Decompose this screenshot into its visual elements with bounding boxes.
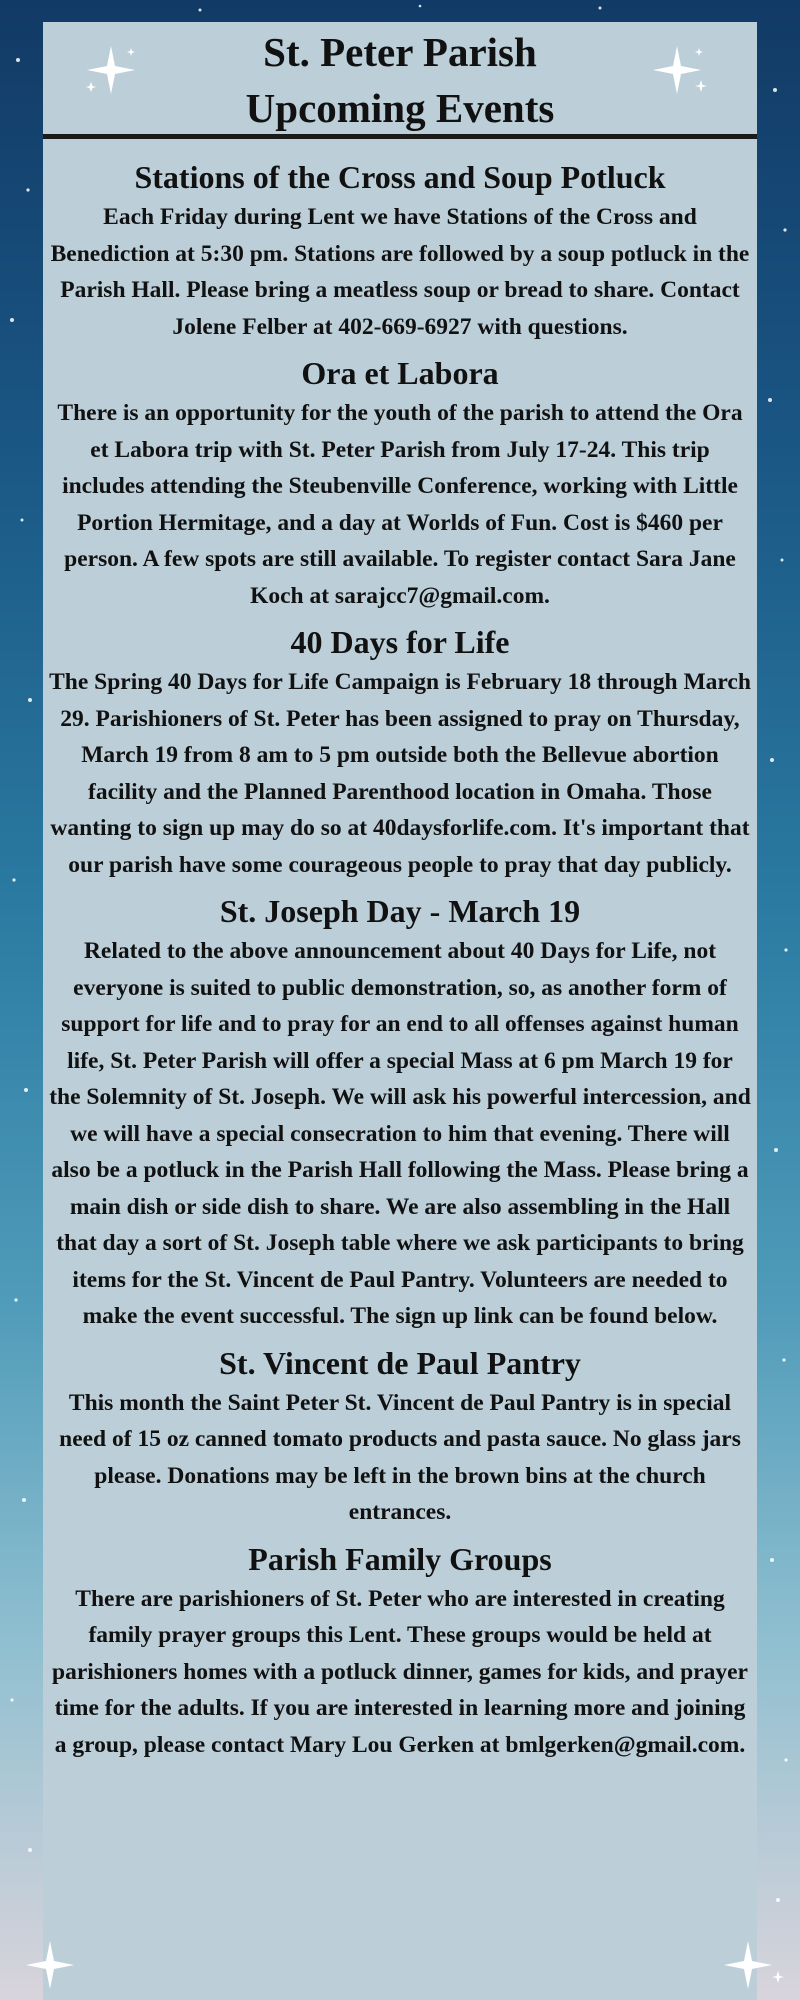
page-title-line1: St. Peter Parish [263,29,537,75]
event-body: This month the Saint Peter St. Vincent de Paul Pantry is in special need of 15 oz canned tomato products and pasta sauce. No glass jars please. Donations may be left in the brown bins at the church entrances. [59,1389,741,1525]
event-stations-of-the-cross [49,155,751,345]
event-title: Stations of the Cross and Soup Potluck [134,159,666,195]
event-body: The Spring 40 Days for Life Campaign is February 18 through March 29. Parishioners of St. Peter has been assigned to pray on Thursday, March 19 from 8 am to 5 pm outside both the Bellevue abortion facility and the Planned Parenthood location in Omaha. Those wanting to sign up may do so at 40daysforlife.com. It's important that our parish have some courageous people to pray that day publicly. [49,669,751,878]
sparkle-bottom-right-icon [718,1935,788,1995]
event-title: St. Joseph Day - March 19 [219,893,581,929]
event-body: There are parishioners of St. Peter who are interested in creating family prayer groups this Lent. These groups would be held at parishioners homes with a potluck dinner, games for kids, and prayer time for the adults. If you are interested in learning more and joining a group, please contact Mary Lou Gerken at bmlgerken@gmail.com. [52,1585,748,1758]
sparkle-left-icon [81,40,141,100]
event-title: St. Vincent de Paul Pantry [219,1344,581,1381]
event-body: Each Friday during Lent we have Stations of the Cross and Benediction at 5:30 pm. Stations are followed by a soup potluck in the Parish Hall. Please bring a meatless soup or bread to share. Contact Jolene Felber at 402-669-6927 with questions. [50,204,750,340]
event-parish-family-groups [49,1537,751,1764]
event-title: Parish Family Groups [248,1540,552,1577]
event-body: There is an opportunity for the youth of the parish to attend the Ora et Labora trip with St. Peter Parish from July 17-24. This trip includes attending the Steubenville Conference, working with Little Portion Hermitage, and a day at Worlds of Fun. Cost is $460 per person. A few spots are still available. To register contact Sara Jane Koch at sarajcc7@gmail.com. [57,400,743,609]
events-list [43,155,757,1763]
event-title: Ora et Labora [301,355,499,391]
event-st-vincent-de-paul-pantry [49,1341,751,1531]
event-body: Related to the above announcement about 40 Days for Life, not everyone is suited to public demonstration, so, as another form of support for life and to pray for an end to all offenses against human life, St. Peter Parish will offer a special Mass at 6 pm March 19 for the Solemnity of St. Joseph. We will ask his powerful intercession, and we will have a special consecration to him that evening. There will also be a potluck in the Parish Hall following the Mass. Please bring a main dish or side dish to share. We are also assembling in the Hall that day a sort of St. Joseph table where we ask participants to bring items for the St. Vincent de Paul Pantry. Volunteers are needed to make the event successful. The sign up link can be found below. [49,938,751,1329]
page-title-line2: Upcoming Events [245,85,555,131]
sparkle-right-icon [645,40,715,110]
event-ora-et-labora [49,351,751,614]
sparkle-bottom-left-icon [20,1935,80,1995]
event-40-days-for-life [49,620,751,883]
event-title: 40 Days for Life [290,624,510,660]
event-st-joseph-day [49,889,751,1335]
events-panel [43,22,757,2000]
header [43,22,757,139]
